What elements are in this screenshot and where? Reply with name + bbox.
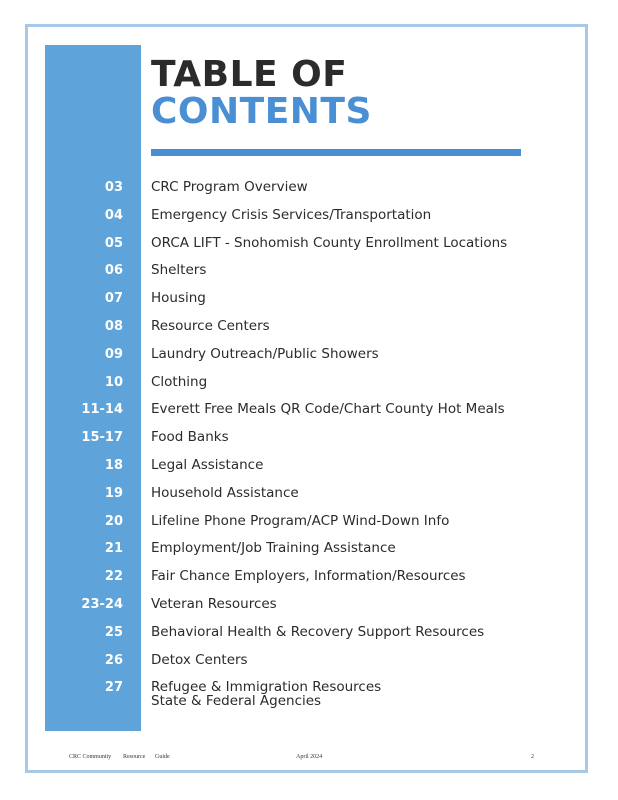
- toc-page-number: 11-14: [81, 402, 123, 418]
- toc-page-number: 08: [104, 319, 123, 334]
- toc-entry-title: Emergency Crisis Services/Transportation: [151, 206, 432, 223]
- footer-page-number: 2: [531, 754, 534, 760]
- toc-entry: [0, 347, 618, 367]
- toc-entry: [0, 402, 618, 422]
- toc-entry: [0, 679, 618, 710]
- toc-entry-title: Veteran Resources: [151, 596, 277, 612]
- toc-page-number: 20: [104, 513, 123, 529]
- toc-page-number: 27: [104, 680, 123, 696]
- toc-entry: [0, 569, 618, 589]
- toc-entry: [0, 486, 618, 506]
- toc-page-number: 23-24: [81, 597, 123, 612]
- toc-entry-title: Employment/Job Training Assistance: [151, 540, 396, 557]
- toc-page-number: 06: [104, 263, 123, 279]
- toc-entry: [0, 208, 618, 228]
- toc-entry-title: ORCA LIFT - Snohomish County Enrollment Locations: [151, 234, 508, 251]
- toc-entry: [0, 430, 618, 450]
- toc-entry: [0, 263, 618, 283]
- toc-page-number: 03: [104, 180, 123, 195]
- toc-page-number: 18: [104, 458, 123, 473]
- toc-entry-title: Laundry Outreach/Public Showers: [151, 345, 379, 362]
- toc-page-number: 10: [104, 374, 123, 390]
- toc-entry: [0, 375, 618, 395]
- toc-entry-title: Fair Chance Employers, Information/Resources: [151, 568, 466, 585]
- toc-entry-title: State & Federal Agencies: [151, 693, 322, 710]
- toc-page-number: 15-17: [81, 430, 123, 446]
- footer-text-1: CRC Community: [69, 754, 112, 760]
- toc-page-number: 09: [104, 346, 123, 362]
- toc-entry-title: Household Assistance: [151, 484, 299, 501]
- toc-page-number: 07: [104, 291, 123, 307]
- toc-entry-title: Housing: [151, 290, 206, 307]
- toc-entry: [0, 514, 618, 534]
- toc-entry: [0, 291, 618, 311]
- toc-entry-title: Refugee & Immigration Resources: [151, 679, 382, 696]
- toc-entry-title: Everett Free Meals QR Code/Chart County Hot Meals: [151, 401, 505, 418]
- toc-page-number: 05: [104, 235, 123, 251]
- toc-entry-title: Resource Centers: [151, 318, 270, 334]
- footer-date: April 2024: [296, 754, 323, 760]
- footer-text-2: Resource: [123, 754, 146, 760]
- toc-page-number: 26: [104, 652, 123, 668]
- toc-entry-title: Clothing: [151, 373, 208, 390]
- footer-text-3: Guide: [155, 754, 170, 760]
- toc-page-number: 04: [104, 207, 123, 223]
- title-line-2: CONTENTS: [151, 91, 372, 132]
- toc-entry-title: Shelters: [151, 262, 207, 279]
- title-line-1: TABLE OF: [151, 54, 348, 95]
- toc-entry: [0, 597, 618, 617]
- toc-entry-title: Detox Centers: [151, 651, 248, 668]
- toc-entry-title: Food Banks: [151, 429, 229, 446]
- toc-entry: [0, 180, 618, 200]
- toc-entry-title: CRC Program Overview: [151, 179, 308, 195]
- toc-page-number: 25: [104, 624, 123, 640]
- toc-entry-title: Lifeline Phone Program/ACP Wind-Down Info: [151, 512, 450, 529]
- page-title: [151, 56, 372, 130]
- toc-entry: [0, 236, 618, 256]
- toc-entry: [0, 319, 618, 339]
- toc-entry: [0, 541, 618, 561]
- footer: [0, 754, 618, 766]
- toc-entry-title: Behavioral Health & Recovery Support Resources: [151, 623, 485, 640]
- toc-page-number: 21: [104, 541, 123, 557]
- toc-entry: [0, 458, 618, 478]
- toc-entry: [0, 653, 618, 673]
- toc-entry: [0, 625, 618, 645]
- toc-entry-title: Legal Assistance: [151, 457, 264, 473]
- title-underline: [151, 149, 521, 156]
- toc-page-number: 19: [104, 485, 123, 501]
- toc-page-number: 22: [104, 569, 123, 585]
